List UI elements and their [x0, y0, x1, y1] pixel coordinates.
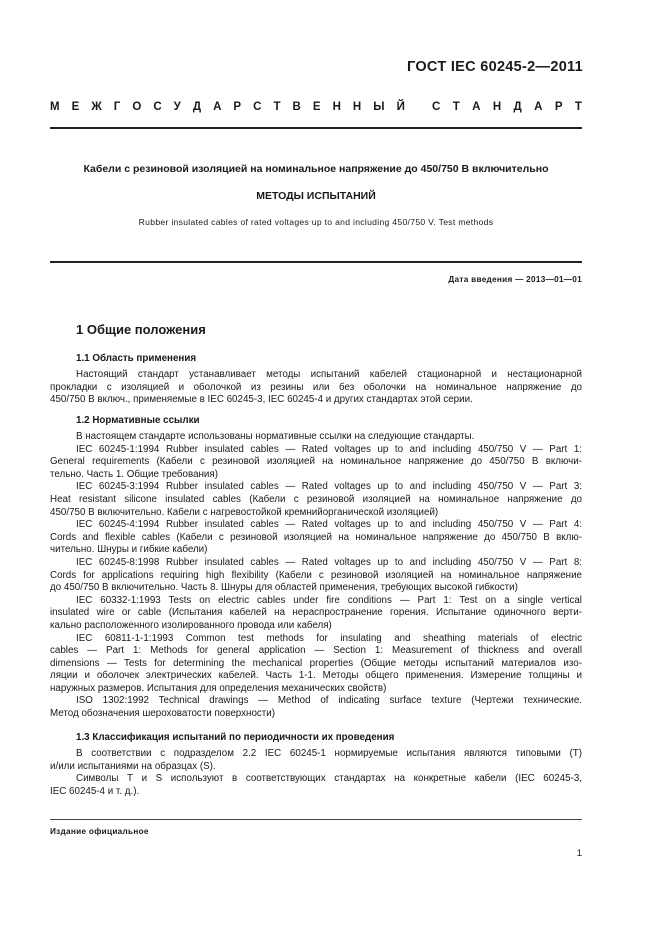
text-line: IEC 60811-1-1:1993 Common test methods for insulating and sheathing materials of electric	[76, 632, 582, 644]
banner-letter: Е	[312, 101, 321, 113]
text-line: Настоящий стандарт устанавливает методы испытаний кабелей стационарной и нестационарной	[76, 369, 582, 380]
banner-word-standard	[432, 101, 582, 113]
banner-letter: Д	[513, 101, 522, 113]
text-line: прокладки с изоляцией и оболочкой из резины или без оболочки на номинальное напряжение до	[50, 381, 582, 393]
text-line: cables — Part 1: Methods for general application — Section 1: Measurement of thickness and overall	[50, 645, 582, 657]
text-line: Метод обозначения шероховатости поверхности)	[50, 708, 276, 720]
banner-letter: Р	[233, 101, 242, 113]
text-line: dimensions — Tests for determining the mechanical properties (Общие методы испытаний материалов изо-	[50, 657, 582, 669]
text-line: 450/750 В включительно. Кабели с нагревостойкой кремнийорганической изоляцией)	[50, 506, 439, 518]
banner-letter: В	[292, 101, 301, 113]
footer-rule	[50, 819, 582, 820]
title-bottom-rule	[50, 261, 582, 263]
banner-letter: Д	[192, 101, 202, 113]
text-line: кально расположенного изолированного провода или кабеля)	[50, 619, 332, 631]
text-line: ляции и оболочек электрических кабелей. Часть 1-1. Методы общего применения. Измерение толщины и	[50, 670, 582, 682]
text-line: Символы Т и S используют в соответствующих стандартах на конкретные кабели (IEC 60245-3,	[76, 773, 582, 785]
text-line: 450/750 В включ., применяемые в IEC 60245-3, IEC 60245-4 и других стандартах этой серии.	[50, 394, 473, 406]
banner-letter: О	[132, 101, 142, 113]
text-line: В соответствии с подразделом 2.2 IEC 60245-1 нормируемые испытания являются типовыми (Т)	[76, 748, 582, 759]
page-number: 1	[576, 848, 582, 859]
banner-letter: Е	[71, 101, 80, 113]
text-line: Cords for applications requiring high flexibility (Кабели с резиновой изоляцией на номинальное напряжение	[50, 569, 582, 581]
banner-letter: Ы	[373, 101, 385, 113]
banner-letter: Т	[574, 101, 582, 113]
text-line: IEC 60245-8:1998 Rubber insulated cables — Rated voltages up to and including 450/750 V — Part 8:	[76, 556, 582, 568]
banner-letter: М	[50, 101, 60, 113]
section-1-1-heading: 1.1 Область применения	[76, 353, 197, 364]
text-line: до 450/750 В включительно. Часть 8. Шнуры для областей применения, требующих высокой гибкости)	[50, 582, 518, 594]
banner-letter: У	[173, 101, 181, 113]
text-line: наружных размеров. Испытания для определения механических свойств)	[50, 682, 387, 694]
text-line: и/или испытаниями на образцах (S).	[50, 760, 216, 772]
section-1-1-text	[50, 369, 582, 407]
text-line: ISO 1302:1992 Technical drawings — Method of indicating surface texture (Чертежи технические.	[76, 695, 582, 707]
official-edition-label: Издание официальное	[50, 827, 149, 836]
section-1-2-heading: 1.2 Нормативные ссылки	[76, 415, 200, 426]
text-line: IEC 60245-4 и т. д.).	[50, 785, 140, 797]
text-line: IEC 60332-1:1993 Tests on electric cables under fire conditions — Part 1: Test on a single vertical	[76, 594, 582, 606]
title-russian: Кабели с резиновой изоляцией на номинальное напряжение до 450/750 В включительно	[83, 163, 549, 175]
banner-letter: Н	[492, 101, 502, 113]
banner-word-interstate	[50, 101, 405, 113]
text-line: тельно. Часть 1. Общие требования)	[50, 468, 218, 480]
banner-letter: Т	[273, 101, 281, 113]
standard-number: ГОСТ IEC 60245-2—2011	[407, 59, 583, 75]
banner-letter: Р	[554, 101, 563, 113]
banner-letter: А	[472, 101, 481, 113]
text-line: IEC 60245-1:1994 Rubber insulated cables — Rated voltages up to and including 450/750 V — Part 1:	[76, 443, 582, 455]
banner-letter: Т	[452, 101, 460, 113]
standard-type-banner	[50, 101, 582, 113]
banner-letter: С	[432, 101, 441, 113]
title-subtitle: МЕТОДЫ ИСПЫТАНИЙ	[256, 190, 376, 202]
banner-letter: Н	[332, 101, 341, 113]
text-line: Heat resistant silicone insulated cables (Кабели с резиновой изоляцией на номинальное напряжение до	[50, 493, 582, 505]
text-line: IEC 60245-3:1994 Rubber insulated cables — Rated voltages up to and including 450/750 V — Part 3:	[76, 481, 582, 493]
banner-letter: С	[253, 101, 262, 113]
banner-letter: Ж	[91, 101, 102, 113]
section-1-3-text	[50, 748, 582, 798]
section-1-heading: 1 Общие положения	[76, 322, 206, 337]
text-line: insulated wire or cable (Испытания кабелей на нераспространение горения. Испытание одиночного верти-	[50, 607, 582, 619]
banner-letter: Г	[113, 101, 121, 113]
text-line: IEC 60245-4:1994 Rubber insulated cables — Rated voltages up to and including 450/750 V — Part 4:	[76, 519, 582, 531]
banner-letter: А	[534, 101, 543, 113]
section-1-3-heading: 1.3 Классификация испытаний по периодичности их проведения	[76, 732, 395, 743]
text-line: General requirements (Кабели с резиновой изоляцией на номинальное напряжение до 450/750 В включи-	[50, 456, 582, 468]
banner-letter: Н	[352, 101, 362, 113]
text-line: Cords and flexible cables (Кабели с резиновой изоляцией на номинальное напряжение до 450/750 В вклю-	[50, 531, 582, 543]
banner-letter: А	[213, 101, 222, 113]
top-rule	[50, 127, 582, 129]
introduction-date: Дата введения — 2013—01—01	[448, 275, 582, 284]
section-1-2-text	[50, 431, 582, 721]
text-line: чительно. Шнуры и гибкие кабели)	[50, 544, 208, 556]
text-line: В настоящем стандарте использованы нормативные ссылки на следующие стандарты.	[76, 431, 475, 442]
title-english: Rubber insulated cables of rated voltages up to and including 450/750 V. Test methods	[138, 217, 494, 227]
banner-letter: Й	[396, 101, 405, 113]
banner-letter: С	[153, 101, 162, 113]
